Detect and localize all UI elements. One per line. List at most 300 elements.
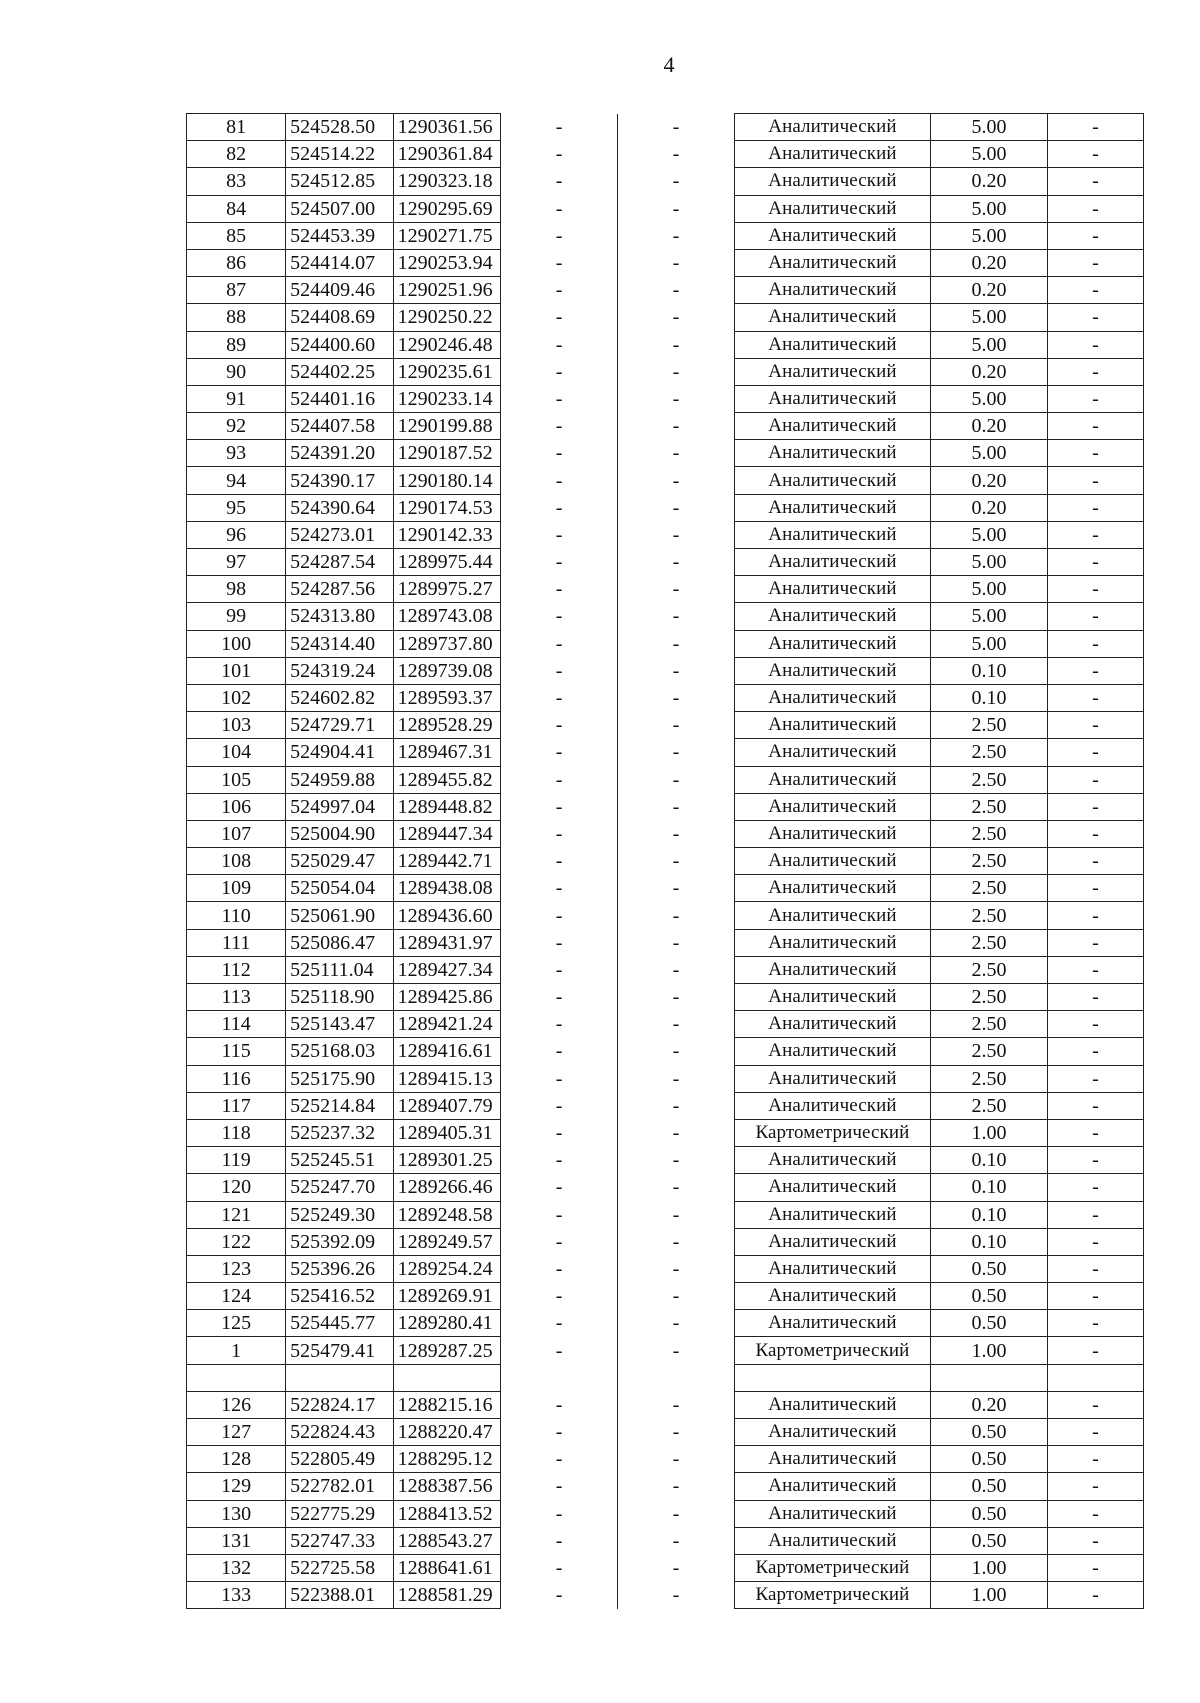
x-coordinate-cell: 525396.26 (286, 1255, 393, 1282)
method-cell: Аналитический (734, 1391, 930, 1418)
point-number-cell: 111 (187, 929, 286, 956)
column-c-cell (1047, 1364, 1143, 1391)
table-row (187, 712, 1144, 739)
x-coordinate-cell: 525086.47 (286, 929, 393, 956)
method-cell: Аналитический (734, 1228, 930, 1255)
point-number-cell: 81 (187, 114, 286, 141)
method-cell: Картометрический (734, 1337, 930, 1364)
column-c-cell: - (1047, 739, 1143, 766)
accuracy-cell: 5.00 (931, 331, 1048, 358)
column-b-cell: - (617, 712, 734, 739)
column-c-cell: - (1047, 1038, 1143, 1065)
method-cell: Аналитический (734, 304, 930, 331)
point-number-cell: 118 (187, 1119, 286, 1146)
column-c-cell: - (1047, 984, 1143, 1011)
column-c-cell: - (1047, 929, 1143, 956)
y-coordinate-cell: 1290180.14 (393, 467, 500, 494)
column-c-cell: - (1047, 1228, 1143, 1255)
method-cell: Аналитический (734, 1419, 930, 1446)
y-coordinate-cell: 1288581.29 (393, 1582, 500, 1609)
y-coordinate-cell: 1289593.37 (393, 684, 500, 711)
column-c-cell: - (1047, 1201, 1143, 1228)
accuracy-cell: 0.20 (931, 249, 1048, 276)
column-b-cell: - (617, 385, 734, 412)
point-number-cell: 101 (187, 657, 286, 684)
x-coordinate-cell: 524904.41 (286, 739, 393, 766)
column-b-cell: - (617, 141, 734, 168)
point-number-cell: 99 (187, 603, 286, 630)
y-coordinate-cell: 1289743.08 (393, 603, 500, 630)
point-number-cell: 103 (187, 712, 286, 739)
point-number-cell: 84 (187, 195, 286, 222)
accuracy-cell: 0.50 (931, 1419, 1048, 1446)
method-cell: Аналитический (734, 1011, 930, 1038)
table-row (187, 1119, 1144, 1146)
accuracy-cell: 2.50 (931, 984, 1048, 1011)
accuracy-cell: 2.50 (931, 1092, 1048, 1119)
point-number-cell: 122 (187, 1228, 286, 1255)
x-coordinate-cell: 525479.41 (286, 1337, 393, 1364)
table-row (187, 630, 1144, 657)
column-c-cell: - (1047, 1473, 1143, 1500)
column-b-cell: - (617, 603, 734, 630)
point-number-cell: 93 (187, 440, 286, 467)
method-cell: Аналитический (734, 1473, 930, 1500)
table-row (187, 358, 1144, 385)
column-a-cell: - (501, 222, 618, 249)
method-cell: Аналитический (734, 576, 930, 603)
accuracy-cell: 5.00 (931, 222, 1048, 249)
table-row (187, 1500, 1144, 1527)
point-number-cell: 116 (187, 1065, 286, 1092)
y-coordinate-cell: 1289448.82 (393, 793, 500, 820)
column-b-cell: - (617, 929, 734, 956)
column-c-cell: - (1047, 603, 1143, 630)
method-cell: Аналитический (734, 549, 930, 576)
column-b-cell: - (617, 1391, 734, 1418)
point-number-cell: 123 (187, 1255, 286, 1282)
method-cell: Аналитический (734, 929, 930, 956)
column-c-cell: - (1047, 494, 1143, 521)
column-b-cell: - (617, 249, 734, 276)
point-number-cell: 105 (187, 766, 286, 793)
method-cell: Аналитический (734, 114, 930, 141)
point-number-cell: 124 (187, 1283, 286, 1310)
column-a-cell: - (501, 195, 618, 222)
column-a-cell: - (501, 848, 618, 875)
point-number-cell: 119 (187, 1147, 286, 1174)
page-number: 4 (663, 52, 675, 77)
column-b-cell: - (617, 1500, 734, 1527)
y-coordinate-cell: 1288387.56 (393, 1473, 500, 1500)
column-b-cell: - (617, 1092, 734, 1119)
x-coordinate-cell: 522747.33 (286, 1527, 393, 1554)
y-coordinate-cell: 1290361.56 (393, 114, 500, 141)
column-b-cell: - (617, 1119, 734, 1146)
column-a-cell: - (501, 875, 618, 902)
x-coordinate-cell: 524402.25 (286, 358, 393, 385)
column-c-cell: - (1047, 576, 1143, 603)
method-cell: Аналитический (734, 875, 930, 902)
table-row (187, 1201, 1144, 1228)
column-c-cell: - (1047, 902, 1143, 929)
point-number-cell: 121 (187, 1201, 286, 1228)
table-row (187, 1174, 1144, 1201)
y-coordinate-cell: 1290361.84 (393, 141, 500, 168)
y-coordinate-cell: 1290233.14 (393, 385, 500, 412)
point-number-cell: 112 (187, 956, 286, 983)
y-coordinate-cell: 1289405.31 (393, 1119, 500, 1146)
x-coordinate-cell: 524313.80 (286, 603, 393, 630)
x-coordinate-cell: 525445.77 (286, 1310, 393, 1337)
table-row (187, 1038, 1144, 1065)
accuracy-cell: 2.50 (931, 820, 1048, 847)
column-a-cell: - (501, 739, 618, 766)
y-coordinate-cell: 1289248.58 (393, 1201, 500, 1228)
column-b-cell: - (617, 413, 734, 440)
x-coordinate-cell: 522388.01 (286, 1582, 393, 1609)
accuracy-cell: 2.50 (931, 712, 1048, 739)
y-coordinate-cell: 1290187.52 (393, 440, 500, 467)
accuracy-cell: 5.00 (931, 630, 1048, 657)
column-c-cell: - (1047, 440, 1143, 467)
accuracy-cell: 0.50 (931, 1473, 1048, 1500)
column-b-cell: - (617, 875, 734, 902)
table-row (187, 222, 1144, 249)
column-a-cell: - (501, 1065, 618, 1092)
column-a-cell: - (501, 1554, 618, 1581)
column-a-cell: - (501, 277, 618, 304)
column-b-cell: - (617, 657, 734, 684)
accuracy-cell: 5.00 (931, 549, 1048, 576)
column-b-cell: - (617, 1310, 734, 1337)
x-coordinate-cell: 522775.29 (286, 1500, 393, 1527)
table-row (187, 1446, 1144, 1473)
column-c-cell: - (1047, 195, 1143, 222)
point-number-cell: 91 (187, 385, 286, 412)
method-cell: Аналитический (734, 222, 930, 249)
column-c-cell: - (1047, 1500, 1143, 1527)
table-row (187, 848, 1144, 875)
column-c-cell: - (1047, 1582, 1143, 1609)
y-coordinate-cell: 1289425.86 (393, 984, 500, 1011)
accuracy-cell: 2.50 (931, 929, 1048, 956)
method-cell: Аналитический (734, 277, 930, 304)
column-c-cell: - (1047, 1446, 1143, 1473)
point-number-cell: 132 (187, 1554, 286, 1581)
x-coordinate-cell: 524453.39 (286, 222, 393, 249)
y-coordinate-cell: 1289415.13 (393, 1065, 500, 1092)
method-cell: Аналитический (734, 494, 930, 521)
x-coordinate-cell: 524602.82 (286, 684, 393, 711)
column-b-cell: - (617, 1255, 734, 1282)
point-number-cell: 106 (187, 793, 286, 820)
y-coordinate-cell: 1289427.34 (393, 956, 500, 983)
column-b-cell: - (617, 1038, 734, 1065)
column-b-cell: - (617, 1147, 734, 1174)
x-coordinate-cell: 524507.00 (286, 195, 393, 222)
x-coordinate-cell: 525392.09 (286, 1228, 393, 1255)
coordinates-table (186, 113, 1144, 1609)
column-b-cell: - (617, 684, 734, 711)
y-coordinate-cell: 1289528.29 (393, 712, 500, 739)
x-coordinate-cell: 524390.64 (286, 494, 393, 521)
x-coordinate-cell: 522782.01 (286, 1473, 393, 1500)
column-c-cell: - (1047, 1283, 1143, 1310)
column-b-cell: - (617, 1174, 734, 1201)
accuracy-cell: 0.20 (931, 467, 1048, 494)
point-number-cell: 87 (187, 277, 286, 304)
point-number-cell: 94 (187, 467, 286, 494)
column-c-cell: - (1047, 875, 1143, 902)
y-coordinate-cell: 1289455.82 (393, 766, 500, 793)
column-a-cell: - (501, 494, 618, 521)
y-coordinate-cell: 1290253.94 (393, 249, 500, 276)
point-number-cell: 104 (187, 739, 286, 766)
y-coordinate-cell: 1289301.25 (393, 1147, 500, 1174)
column-a-cell: - (501, 684, 618, 711)
point-number-cell: 90 (187, 358, 286, 385)
table-row (187, 1527, 1144, 1554)
y-coordinate-cell: 1289266.46 (393, 1174, 500, 1201)
method-cell: Картометрический (734, 1554, 930, 1581)
method-cell: Аналитический (734, 440, 930, 467)
method-cell: Аналитический (734, 331, 930, 358)
table-row (187, 739, 1144, 766)
column-b-cell: - (617, 630, 734, 657)
y-coordinate-cell: 1290246.48 (393, 331, 500, 358)
point-number-cell: 92 (187, 413, 286, 440)
column-b-cell: - (617, 1011, 734, 1038)
x-coordinate-cell: 524319.24 (286, 657, 393, 684)
method-cell: Аналитический (734, 1500, 930, 1527)
column-a-cell: - (501, 1473, 618, 1500)
point-number-cell: 85 (187, 222, 286, 249)
x-coordinate-cell: 524408.69 (286, 304, 393, 331)
column-a-cell: - (501, 956, 618, 983)
accuracy-cell: 2.50 (931, 956, 1048, 983)
x-coordinate-cell: 525168.03 (286, 1038, 393, 1065)
method-cell: Аналитический (734, 603, 930, 630)
column-c-cell: - (1047, 385, 1143, 412)
method-cell: Аналитический (734, 1038, 930, 1065)
column-b-cell: - (617, 222, 734, 249)
column-a-cell: - (501, 1391, 618, 1418)
column-a-cell: - (501, 304, 618, 331)
column-b-cell: - (617, 1446, 734, 1473)
table-row (187, 793, 1144, 820)
column-b-cell: - (617, 521, 734, 548)
column-a-cell: - (501, 168, 618, 195)
column-c-cell: - (1047, 304, 1143, 331)
x-coordinate-cell: 522824.43 (286, 1419, 393, 1446)
point-number-cell: 128 (187, 1446, 286, 1473)
column-b-cell: - (617, 1419, 734, 1446)
x-coordinate-cell: 524959.88 (286, 766, 393, 793)
point-number-cell: 133 (187, 1582, 286, 1609)
table-row (187, 1419, 1144, 1446)
point-number-cell: 98 (187, 576, 286, 603)
x-coordinate-cell: 525175.90 (286, 1065, 393, 1092)
column-b-cell: - (617, 1228, 734, 1255)
column-b-cell: - (617, 576, 734, 603)
table-row (187, 956, 1144, 983)
method-cell: Аналитический (734, 1310, 930, 1337)
y-coordinate-cell: 1289442.71 (393, 848, 500, 875)
accuracy-cell: 0.20 (931, 494, 1048, 521)
column-a-cell: - (501, 141, 618, 168)
accuracy-cell: 0.10 (931, 1147, 1048, 1174)
table-row (187, 1147, 1144, 1174)
accuracy-cell: 5.00 (931, 385, 1048, 412)
y-coordinate-cell: 1289431.97 (393, 929, 500, 956)
y-coordinate-cell: 1288543.27 (393, 1527, 500, 1554)
column-a-cell: - (501, 984, 618, 1011)
point-number-cell: 96 (187, 521, 286, 548)
x-coordinate-cell: 525214.84 (286, 1092, 393, 1119)
method-cell: Аналитический (734, 141, 930, 168)
x-coordinate-cell: 524414.07 (286, 249, 393, 276)
column-a-cell: - (501, 1419, 618, 1446)
column-a-cell: - (501, 1337, 618, 1364)
column-c-cell: - (1047, 657, 1143, 684)
column-a-cell: - (501, 549, 618, 576)
table-row (187, 467, 1144, 494)
accuracy-cell: 0.10 (931, 684, 1048, 711)
column-b-cell: - (617, 766, 734, 793)
column-a-cell: - (501, 114, 618, 141)
column-b-cell: - (617, 902, 734, 929)
accuracy-cell: 5.00 (931, 576, 1048, 603)
column-b-cell: - (617, 820, 734, 847)
table-row (187, 1310, 1144, 1337)
method-cell: Аналитический (734, 630, 930, 657)
column-b-cell: - (617, 358, 734, 385)
table-row (187, 385, 1144, 412)
y-coordinate-cell: 1290174.53 (393, 494, 500, 521)
table-row (187, 249, 1144, 276)
table-body (187, 114, 1144, 1609)
column-b-cell: - (617, 549, 734, 576)
column-b-cell: - (617, 1337, 734, 1364)
column-c-cell: - (1047, 1011, 1143, 1038)
column-c-cell: - (1047, 848, 1143, 875)
column-b-cell: - (617, 1527, 734, 1554)
column-c-cell: - (1047, 549, 1143, 576)
column-b-cell: - (617, 1554, 734, 1581)
column-a-cell: - (501, 657, 618, 684)
accuracy-cell: 0.20 (931, 413, 1048, 440)
table-row (187, 277, 1144, 304)
column-c-cell: - (1047, 1174, 1143, 1201)
x-coordinate-cell: 524391.20 (286, 440, 393, 467)
point-number-cell: 97 (187, 549, 286, 576)
method-cell: Аналитический (734, 1065, 930, 1092)
method-cell: Аналитический (734, 1174, 930, 1201)
accuracy-cell: 2.50 (931, 793, 1048, 820)
x-coordinate-cell: 522824.17 (286, 1391, 393, 1418)
accuracy-cell: 5.00 (931, 521, 1048, 548)
column-b-cell: - (617, 984, 734, 1011)
x-coordinate-cell: 524390.17 (286, 467, 393, 494)
accuracy-cell: 2.50 (931, 1065, 1048, 1092)
point-number-cell (187, 1364, 286, 1391)
method-cell: Аналитический (734, 1255, 930, 1282)
method-cell: Аналитический (734, 413, 930, 440)
method-cell: Аналитический (734, 195, 930, 222)
accuracy-cell: 0.20 (931, 168, 1048, 195)
table-row (187, 168, 1144, 195)
method-cell: Аналитический (734, 793, 930, 820)
table-row (187, 1228, 1144, 1255)
y-coordinate-cell: 1290271.75 (393, 222, 500, 249)
column-a-cell: - (501, 929, 618, 956)
column-c-cell: - (1047, 1255, 1143, 1282)
y-coordinate-cell: 1288295.12 (393, 1446, 500, 1473)
y-coordinate-cell: 1289407.79 (393, 1092, 500, 1119)
point-number-cell: 83 (187, 168, 286, 195)
point-number-cell: 89 (187, 331, 286, 358)
accuracy-cell: 2.50 (931, 902, 1048, 929)
column-a-cell: - (501, 467, 618, 494)
table-row (187, 1283, 1144, 1310)
table-row (187, 657, 1144, 684)
column-b-cell: - (617, 467, 734, 494)
y-coordinate-cell: 1290251.96 (393, 277, 500, 304)
column-a-cell: - (501, 1038, 618, 1065)
y-coordinate-cell: 1289436.60 (393, 902, 500, 929)
column-a-cell: - (501, 902, 618, 929)
column-b-cell: - (617, 1473, 734, 1500)
table-row (187, 413, 1144, 440)
point-number-cell: 125 (187, 1310, 286, 1337)
table-row (187, 929, 1144, 956)
column-a-cell: - (501, 521, 618, 548)
accuracy-cell: 2.50 (931, 766, 1048, 793)
table-row (187, 603, 1144, 630)
accuracy-cell: 5.00 (931, 195, 1048, 222)
x-coordinate-cell: 525004.90 (286, 820, 393, 847)
x-coordinate-cell: 524314.40 (286, 630, 393, 657)
method-cell: Картометрический (734, 1119, 930, 1146)
y-coordinate-cell: 1289269.91 (393, 1283, 500, 1310)
point-number-cell: 82 (187, 141, 286, 168)
column-c-cell: - (1047, 1119, 1143, 1146)
column-c-cell: - (1047, 467, 1143, 494)
y-coordinate-cell: 1289249.57 (393, 1228, 500, 1255)
x-coordinate-cell: 525416.52 (286, 1283, 393, 1310)
x-coordinate-cell: 524287.56 (286, 576, 393, 603)
accuracy-cell: 0.20 (931, 358, 1048, 385)
y-coordinate-cell: 1289739.08 (393, 657, 500, 684)
column-a-cell: - (501, 1092, 618, 1119)
method-cell: Аналитический (734, 684, 930, 711)
accuracy-cell: 5.00 (931, 114, 1048, 141)
accuracy-cell: 1.00 (931, 1337, 1048, 1364)
method-cell: Аналитический (734, 984, 930, 1011)
y-coordinate-cell (393, 1364, 500, 1391)
point-number-cell: 129 (187, 1473, 286, 1500)
method-cell: Аналитический (734, 902, 930, 929)
column-b-cell: - (617, 440, 734, 467)
column-a-cell: - (501, 603, 618, 630)
method-cell: Аналитический (734, 1201, 930, 1228)
x-coordinate-cell: 525143.47 (286, 1011, 393, 1038)
y-coordinate-cell: 1290323.18 (393, 168, 500, 195)
table-row (187, 875, 1144, 902)
table-row (187, 521, 1144, 548)
column-a-cell: - (501, 1011, 618, 1038)
